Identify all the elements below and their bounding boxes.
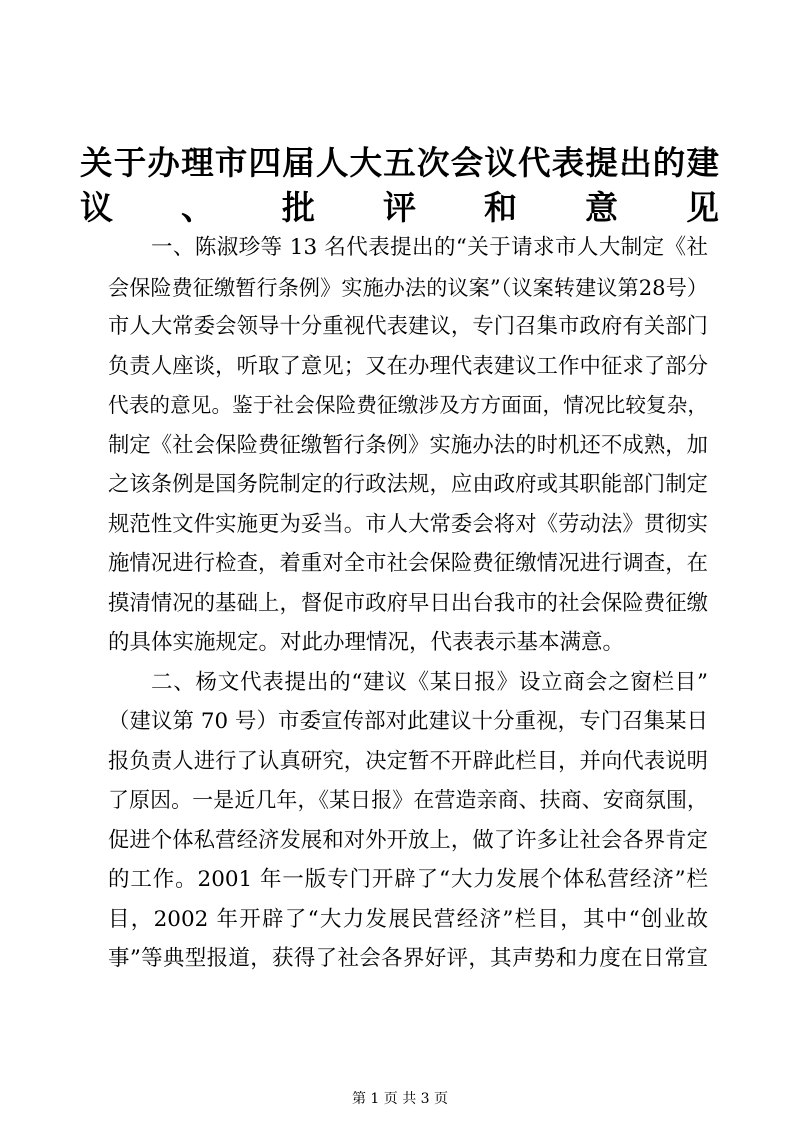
document-body bbox=[108, 228, 708, 979]
paragraph-line: 会保险费征缴暂行条例》实施办法的议案”（议案转建议第28号） bbox=[108, 274, 708, 300]
paragraph-line: 施情况进行检查，着重对全市社会保险费征缴情况进行调查，在 bbox=[108, 551, 708, 576]
paragraph-line: 二、杨文代表提出的“建议《某日报》设立商会之窗栏目” bbox=[151, 669, 708, 695]
paragraph-line: 负责人座谈，听取了意见；又在办理代表建议工作中征求了部分 bbox=[108, 353, 708, 379]
paragraph-line: 报负责人进行了认真研究，决定暂不开辟此栏目，并向代表说明 bbox=[108, 748, 708, 774]
title-line: 议、批评和意见 bbox=[80, 188, 720, 227]
paragraph-line: 了原因。一是近几年，《某日报》在营造亲商、扶商、安商氛围， bbox=[108, 788, 708, 812]
paragraph-1 bbox=[108, 228, 708, 663]
paragraph-line: 目，2002 年开辟了“大力发展民营经济”栏目，其中“创业故 bbox=[108, 906, 708, 932]
paragraph-line: 的工作。2001 年一版专门开辟了“大力发展个体私营经济”栏 bbox=[108, 867, 708, 892]
paragraph-line: （建议第 70 号）市委宣传部对此建议十分重视，专门召集某日 bbox=[108, 709, 708, 734]
paragraph-line: 摸清情况的基础上，督促市政府早日出台我市的社会保险费征缴 bbox=[108, 590, 708, 616]
document-title bbox=[80, 140, 720, 230]
title-line: 关于办理市四届人大五次会议代表提出的建 bbox=[80, 143, 720, 182]
paragraph-line: 的具体实施规定。对此办理情况，代表表示基本满意。 bbox=[108, 630, 625, 655]
paragraph-line: 规范性文件实施更为妥当。市人大常委会将对《劳动法》贯彻实 bbox=[108, 511, 708, 537]
paragraph-line: 制定《社会保险费征缴暂行条例》实施办法的时机还不成熟，加 bbox=[108, 432, 708, 458]
paragraph-line: 促进个体私营经济发展和对外开放上，做了许多让社会各界肯定 bbox=[108, 827, 708, 853]
paragraph-line: 事”等典型报道，获得了社会各界好评，其声势和力度在日常宣 bbox=[108, 946, 708, 971]
paragraph-2 bbox=[108, 663, 708, 979]
paragraph-line: 之该条例是国务院制定的行政法规，应由政府或其职能部门制定 bbox=[108, 472, 708, 497]
paragraph-line: 一、陈淑珍等 13 名代表提出的“关于请求市人大制定《社 bbox=[151, 235, 708, 260]
paragraph-line: 代表的意见。鉴于社会保险费征缴涉及方方面面，情况比较复杂， bbox=[108, 393, 708, 417]
paragraph-line: 市人大常委会领导十分重视代表建议，专门召集市政府有关部门 bbox=[108, 314, 708, 339]
page-number-footer: 第 1 页 共 3 页 bbox=[351, 1091, 449, 1107]
